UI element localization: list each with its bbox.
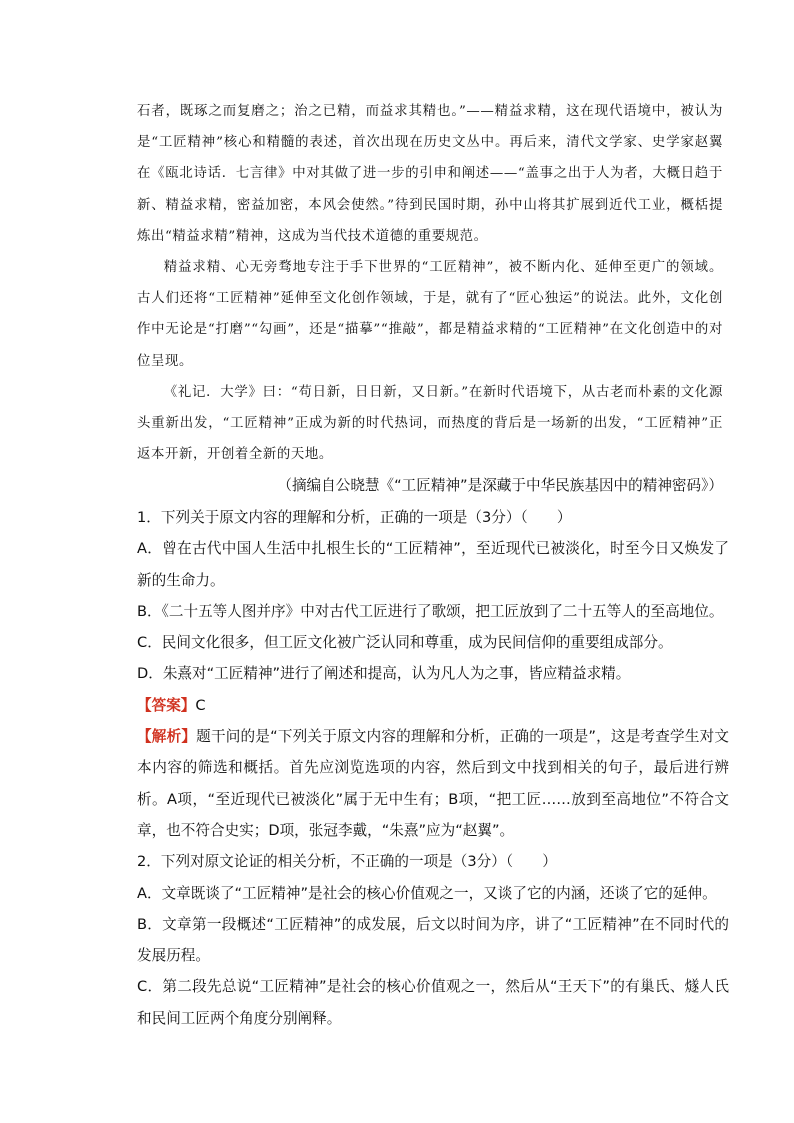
- question-2-option-a: A．文章既谈了“工匠精神”是社会的核心价值观之一，又谈了它的内涵，还谈了它的延伸。: [137, 884, 717, 902]
- source-citation: （摘编自公晓慧《“工匠精神”是深藏于中华民族基因中的精神密码》）: [277, 477, 723, 494]
- question-1-option-c: C．民间文化很多，但工匠文化被广泛认同和尊重，成为民间信仰的重要组成部分。: [137, 634, 673, 652]
- question-1-stem: 1．下列关于原文内容的理解和分析，正确的一项是（3分）（ ）: [137, 509, 572, 526]
- passage-paragraph-1: 石者，既琢之而复磨之；治之已精，而益求其精也。”——精益求精，这在现代语境中，被认为是“工匠精神”核心和精髓的表述，首次出现在历史文丛中。再后来，清代文学家、史学家赵翼在《瓯北诗话．七言律》中对其做了进一步的引申和阐述——“盖事之出于人为者，大概日趋于新、精益求精，密益加密，本风会使然。”待到民国时期，孙中山将其扩展到近代工业，概栝提炼出“精益求精”精神，这成为当代技术道德的重要规范。: [137, 104, 723, 244]
- analysis-text: 题干问的是“下列关于原文内容的理解和分析，正确的一项是”，这是考查学生对文本内容的筛选和概括。首先应浏览选项的内容，然后到文中找到相关的句子，最后进行辨析。A项，“至近现代已被淡化”属于无中生有；B项，“把工匠……放到至高地位”不符合文章，也不符合史实；D项，张冠李戴，“朱熹”应为“赵翼”。: [137, 728, 729, 839]
- answer-tag: 【答案】: [137, 696, 196, 714]
- answer-value: C: [195, 696, 206, 714]
- answer-line: [137, 690, 729, 721]
- analysis-tag: 【解析】: [137, 728, 197, 746]
- question-section: [137, 502, 729, 1034]
- question-1-option-d: D．朱熹对“工匠精神”进行了阐述和提高，认为凡人为之事，皆应精益求精。: [137, 665, 631, 683]
- question-2-stem: 2．下列对原文论证的相关分析，不正确的一项是（3分）（ ）: [137, 853, 557, 871]
- reading-passage: [137, 96, 723, 470]
- question-1-option-b: B．《二十五等人图并序》中对古代工匠进行了歌颂，把工匠放到了二十五等人的至高地位。: [137, 602, 724, 620]
- question-2-option-b: B．文章第一段概述“工匠精神”的成发展，后文以时间为序，讲了“工匠精神”在不同时代的发展历程。: [137, 915, 729, 965]
- passage-paragraph-3: 《礼记．大学》曰：“苟日新，日日新，又日新。”在新时代语境下，从古老而朴素的文化源头重新出发，“工匠精神”正成为新的时代热词，而热度的背后是一场新的出发，“工匠精神”正返本开新，开创着全新的天地。: [137, 384, 723, 463]
- question-2-option-c: C．第二段先总说“工匠精神”是社会的核心价值观之一，然后从“王天下”的有巢氏、燧人氏和民间工匠两个角度分别阐释。: [137, 978, 729, 1027]
- question-1-option-a: A．曾在古代中国人生活中扎根生长的“工匠精神”，至近现代已被淡化，时至今日又焕发了新的生命力。: [137, 540, 729, 589]
- passage-paragraph-2: 精益求精、心无旁骛地专注于手下世界的“工匠精神”，被不断内化、延伸至更广的领域。古人们还将“工匠精神”延伸至文化创作领域，于是，就有了“匠心独运”的说法。此外，文化创作中无论是“打磨”“勾画”，还是“描摹”“推敲”，都是精益求精的“工匠精神”在文化创造中的对位呈现。: [137, 260, 723, 369]
- analysis-paragraph: [137, 721, 729, 846]
